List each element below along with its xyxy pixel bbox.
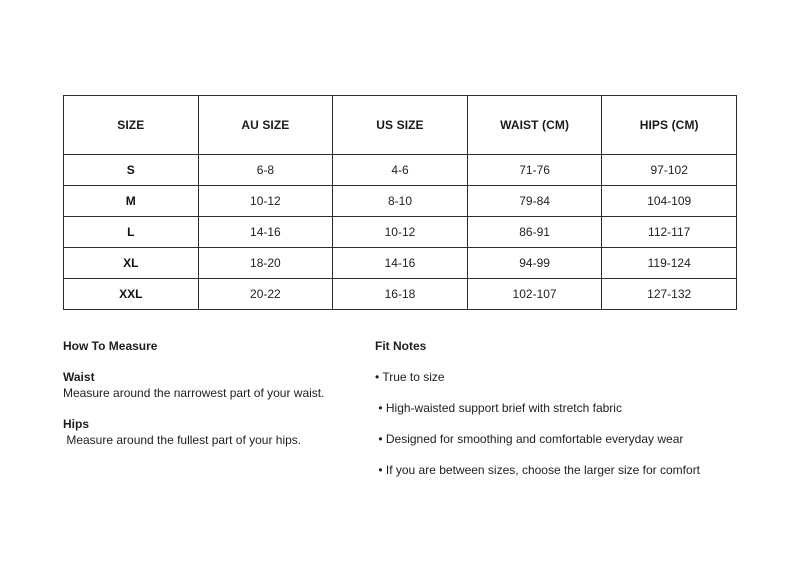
waist-cell: 102-107 [467,279,602,310]
size-cell: S [64,155,199,186]
us-size-cell: 14-16 [333,248,468,279]
table-row [64,155,737,186]
size-cell: M [64,186,199,217]
us-size-cell: 16-18 [333,279,468,310]
table-row [64,279,737,310]
waist-cell: 86-91 [467,217,602,248]
column-header-us-size: US SIZE [333,96,468,155]
hips-cell: 97-102 [602,155,737,186]
size-cell: XXL [64,279,199,310]
column-header-au-size: AU SIZE [198,96,333,155]
how-to-measure-title: How To Measure [63,339,158,353]
fit-notes-title: Fit Notes [375,339,427,353]
fit-note-item: • High-waisted support brief with stretch fabric [375,401,622,415]
size-cell: L [64,217,199,248]
table-row [64,217,737,248]
hips-cell: 112-117 [602,217,737,248]
waist-instructions: Measure around the narrowest part of your waist. [63,386,325,400]
au-size-cell: 10-12 [198,186,333,217]
fit-note-item: • If you are between sizes, choose the larger size for comfort [375,463,701,477]
us-size-cell: 4-6 [333,155,468,186]
hips-cell: 127-132 [602,279,737,310]
table-row [64,186,737,217]
table-row [64,248,737,279]
waist-cell: 94-99 [467,248,602,279]
column-header-hips: HIPS (CM) [602,96,737,155]
hips-cell: 104-109 [602,186,737,217]
size-cell: XL [64,248,199,279]
column-header-waist: WAIST (CM) [467,96,602,155]
waist-cell: 71-76 [467,155,602,186]
hips-instructions: Measure around the fullest part of your hips. [63,433,302,447]
waist-heading: Waist [63,370,95,384]
table-header-row [64,96,737,155]
us-size-cell: 10-12 [333,217,468,248]
au-size-cell: 18-20 [198,248,333,279]
au-size-cell: 6-8 [198,155,333,186]
waist-cell: 79-84 [467,186,602,217]
fit-note-item: • Designed for smoothing and comfortable everyday wear [375,432,684,446]
hips-cell: 119-124 [602,248,737,279]
fit-notes-section [375,339,755,489]
au-size-cell: 20-22 [198,279,333,310]
column-header-size: SIZE [64,96,199,155]
size-chart-table [63,95,737,310]
fit-note-item: • True to size [375,370,445,384]
hips-heading: Hips [63,417,90,431]
us-size-cell: 8-10 [333,186,468,217]
au-size-cell: 14-16 [198,217,333,248]
how-to-measure-section [63,339,363,459]
